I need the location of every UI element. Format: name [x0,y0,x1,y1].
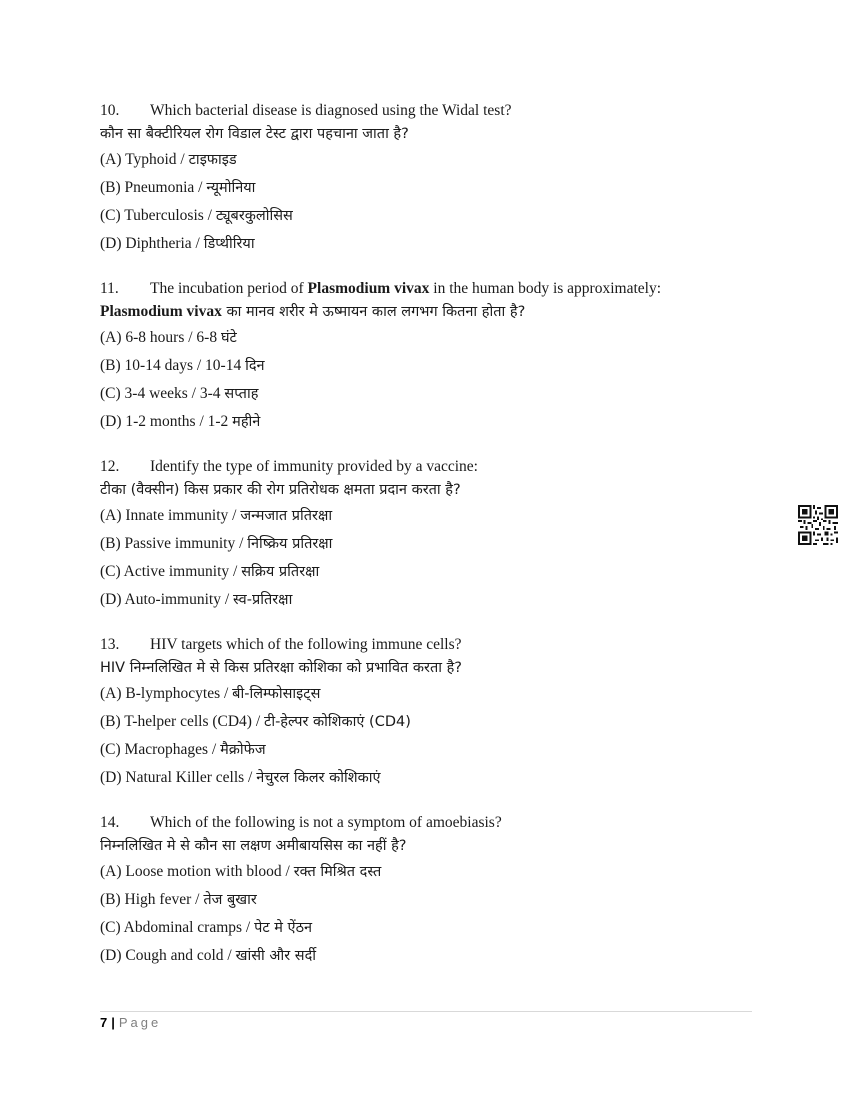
footer-divider [100,1011,752,1012]
question-term-bold: Plasmodium vivax [307,280,430,297]
question-text-hindi [100,478,740,502]
option-text-hindi: जन्मजात प्रतिरक्षा [240,508,333,524]
answer-option [100,858,740,886]
answer-option [100,380,740,408]
option-text-english: (B) High fever / [100,891,204,908]
question-text-part: निम्नलिखित मे से कौन सा लक्षण अमीबायसिस का नहीं है? [100,838,407,854]
answer-option [100,680,740,708]
question-text-part: Which bacterial disease is diagnosed using the Widal test? [150,102,512,119]
option-text-hindi: बी-लिम्फोसाइट्स [232,686,321,702]
question-number: 12. [100,458,120,475]
question-term-bold: Plasmodium vivax [100,303,222,320]
question-text-part: in the human body is approximately: [429,280,662,297]
answer-option [100,408,740,436]
option-text-english: (D) Cough and cold / [100,947,236,964]
answer-option [100,146,740,174]
question-number: 14. [100,814,120,831]
question-text-part: टीका (वैक्सीन) किस प्रकार की रोग प्रतिरोधक क्षमता प्रदान करता है? [100,482,461,498]
question-text-hindi [100,834,740,858]
question-text-part: Which of the following is not a symptom of amoebiasis? [150,814,502,831]
option-text-hindi: निष्क्रिय प्रतिरक्षा [247,536,333,552]
option-text-english: (C) Active immunity / [100,563,242,580]
option-text-english: (D) Auto-immunity / [100,591,234,608]
option-text-english: (A) Typhoid / [100,151,189,168]
answer-option [100,586,740,614]
option-text-hindi: रक्त मिश्रित दस्त [293,864,382,880]
answer-option [100,914,740,942]
question-text-part: The incubation period of [150,280,308,297]
question-text-english [100,812,740,834]
answer-option [100,502,740,530]
option-text-english: (A) 6-8 hours / 6-8 [100,329,221,346]
option-text-hindi: टाइफाइड [188,152,237,168]
answer-option [100,736,740,764]
option-text-hindi: खांसी और सर्दी [235,948,317,964]
question-text-part: Identify the type of immunity provided by a vaccine: [150,458,478,475]
option-text-english: (A) B-lymphocytes / [100,685,233,702]
question-text-english [100,278,740,300]
question-text-part: कौन सा बैक्टीरियल रोग विडाल टेस्ट द्वारा पहचाना जाता है? [100,126,409,142]
option-text-english: (C) Abdominal cramps / [100,919,255,936]
question-block [100,634,740,792]
option-text-english: (B) T-helper cells (CD4) / [100,713,265,730]
option-text-hindi: ट्यूबरकुलोसिस [215,208,293,224]
option-text-hindi: महीने [232,414,261,430]
answer-option [100,352,740,380]
question-text-english [100,100,740,122]
option-text-english: (D) 1-2 months / 1-2 [100,413,233,430]
answer-option [100,886,740,914]
option-text-hindi: पेट मे ऐंठन [254,920,313,936]
answer-option [100,230,740,258]
question-text-part: का मानव शरीर मे ऊष्मायन काल लगभग कितना होता है? [221,304,526,320]
question-text-english [100,634,740,656]
option-text-english: (A) Innate immunity / [100,507,241,524]
page-number: 7 [100,1015,108,1030]
question-number: 11. [100,280,119,297]
option-text-english: (C) Macrophages / [100,741,221,758]
option-text-english: (B) 10-14 days / 10-14 [100,357,246,374]
option-text-hindi: स्व-प्रतिरक्षा [233,592,293,608]
option-text-hindi: तेज बुखार [203,892,257,908]
question-text-part: HIV निम्नलिखित मे से किस प्रतिरक्षा कोशिका को प्रभावित करता है? [100,660,462,676]
option-text-english: (C) Tuberculosis / [100,207,216,224]
answer-option [100,764,740,792]
question-number: 13. [100,636,120,653]
answer-option [100,530,740,558]
option-text-hindi: घंटे [220,330,237,346]
footer-separator: | [111,1015,115,1030]
question-text-hindi [100,300,740,324]
question-text-hindi [100,122,740,146]
answer-option [100,202,740,230]
option-text-english: (D) Natural Killer cells / [100,769,257,786]
option-text-hindi: न्यूमोनिया [206,180,256,196]
option-text-hindi: दिन [245,358,265,374]
option-text-english: (C) 3-4 weeks / 3-4 [100,385,225,402]
option-text-hindi: नेचुरल किलर कोशिकाएं [256,770,381,786]
question-block [100,278,740,436]
qr-code-icon [798,505,838,545]
option-text-english: (D) Diphtheria / [100,235,204,252]
option-text-english: (A) Loose motion with blood / [100,863,294,880]
option-text-hindi: सक्रिय प्रतिरक्षा [241,564,320,580]
page-footer [100,1015,161,1031]
answer-option [100,324,740,352]
answer-option [100,558,740,586]
option-text-hindi: सप्ताह [224,386,259,402]
question-text-english [100,456,740,478]
page-label: Page [118,1015,162,1030]
option-text-english: (B) Pneumonia / [100,179,207,196]
option-text-english: (B) Passive immunity / [100,535,248,552]
answer-option [100,708,740,736]
question-block [100,456,740,614]
answer-option [100,174,740,202]
question-block [100,812,740,970]
question-text-part: HIV targets which of the following immune cells? [150,636,462,653]
option-text-hindi: टी-हेल्पर कोशिकाएं (CD4) [264,714,411,730]
answer-option [100,942,740,970]
question-text-hindi [100,656,740,680]
option-text-hindi: डिप्थीरिया [203,236,255,252]
question-number: 10. [100,102,120,119]
option-text-hindi: मैक्रोफेज [220,742,266,758]
question-block [100,100,740,258]
